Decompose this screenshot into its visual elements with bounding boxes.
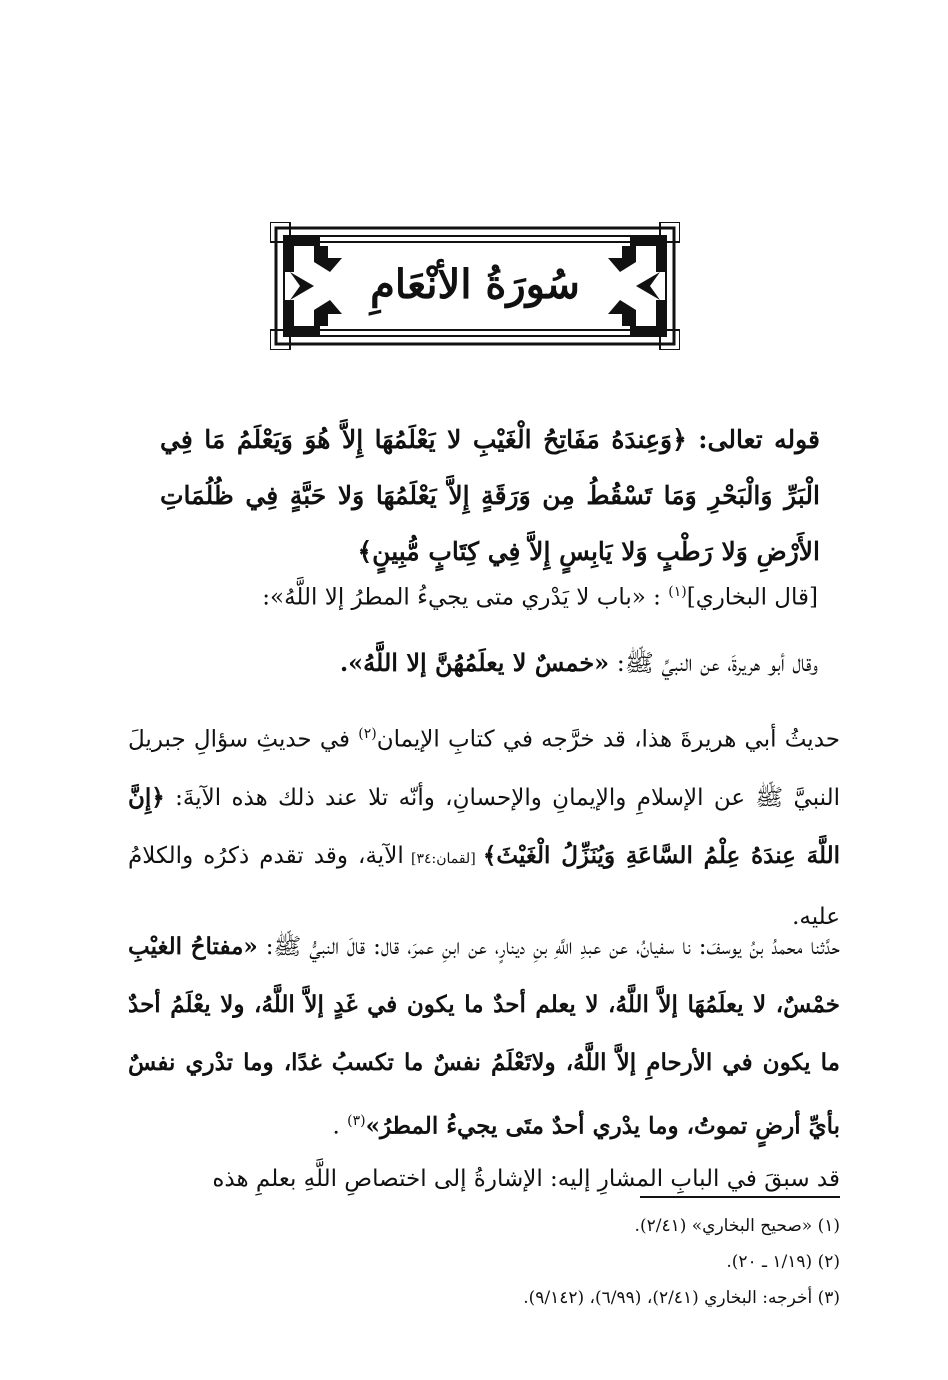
quran-verse: ﴿وَعِندَهُ مَفَاتِحُ الْغَيْبِ لا يَعْلَمُهَا إِلاَّ هُوَ وَيَعْلَمُ مَا فِي الْبَرِّ وَالْبَحْرِ وَمَا تَسْقُطُ مِن وَرَقَةٍ إِلاَّ يَعْلَمُهَا وَلا حَبَّةٍ فِي ظُلُمَاتِ الأَرْضِ وَلا رَطْبٍ وَلا يَابِسٍ إِلاَّ فِي كِتَابٍ مُّبِينٍ﴾: [160, 425, 820, 566]
footnotes: [523, 1208, 840, 1316]
abuhurayra-text: وقال أبو هريرةَ، عن النبيِّ ﷺ:: [609, 649, 818, 677]
bukhari-chapter-line: [262, 584, 818, 611]
verse-lead: قوله تعالى:: [698, 425, 820, 454]
footnote-ref-3: (٣): [347, 1113, 366, 1129]
paragraph-hadith-explanation: [128, 705, 840, 946]
footnote-3: (٣) أخرجه: البخاري (٢/٤١)، (٦/٩٩)، (٩/١٤٢).: [523, 1288, 840, 1308]
surah-title-frame: [270, 222, 680, 350]
abuhurayra-line: [340, 648, 818, 683]
surah-title: سُورَةُ الأنْعَامِ: [370, 260, 580, 308]
para1-verse: ﴿إِنَّ اللَّهَ عِندَهُ عِلْمُ السَّاعَةِ وَيُنَزِّلُ الْغَيْثَ﴾: [128, 783, 841, 869]
footnote-divider: [640, 1196, 840, 1198]
para2-end: .: [332, 1113, 348, 1140]
abuhurayra-quote: «خمسٌ لا يعلَمُهُنَّ إلا اللَّهُ».: [339, 648, 610, 677]
para2-quote: «مفتاحُ الغيْبِ خمْسٌ، لا يعلَمُهَا إلاَّ اللَّهُ، لا يعلم أحدٌ ما يكون في غَدٍ إلاَّ اللَّهُ، ولا يعْلَمُ أحدٌ ما يكون في الأرحامِ إلاَّ اللَّهُ، ولاتَعْلَمُ نفسٌ ما تكسبُ غدًا، وما تدْري نفسٌ بأيِّ أرضٍ تموتُ، وما يدْري أحدٌ متَى يجيءُ المطرُ»: [128, 933, 840, 1140]
paragraph-hadith-chain: [128, 918, 840, 1156]
verse-paragraph: [160, 412, 820, 580]
footnote-ref-2: (٢): [358, 726, 377, 742]
footnote-ref-1: (١): [668, 584, 687, 600]
footnote-1: (١) «صحيح البخاري» (٢/٤١).: [634, 1216, 840, 1236]
para1-citation: [لقمان:٣٤]: [403, 850, 483, 867]
footnote-2: (٢) (١/١٩ ـ ٢٠).: [726, 1252, 840, 1272]
para1-text-a: حديثُ أبي هريرةَ هذا، قد خرَّجه في كتابِ الإيمان: [376, 726, 840, 753]
paragraph-continuation: قد سبقَ في البابِ المشارِ إليه: الإشارةُ إلى اختصاصِ اللَّهِ بعلمِ هذه: [212, 1166, 840, 1192]
para1-text-c: الآية، وقد تقدم ذكرُه والكلامُ عليه.: [128, 842, 840, 930]
bukhari-chapter-title: : «باب لا يَدْري متى يجيءُ المطرُ إلا اللَّهُ»:: [262, 584, 669, 611]
para1-text-b: في حديثِ سؤالِ جبريلَ النبيَّ ﷺ عن الإسلامِ والإيمانِ والإحسانِ، وأنّه تلا عند ذلك هذه الآيةَ:: [128, 726, 840, 811]
bukhari-label: [قال البخاري]: [686, 584, 818, 611]
para2-text-a: حدَّثنا محمدُ بنُ يوسفَ: نا سفيانُ، عن عبدِ اللَّهِ بنِ دينارٍ، عن ابنِ عمرَ، قال: قالَ النبيُّ ﷺ:: [257, 934, 840, 960]
